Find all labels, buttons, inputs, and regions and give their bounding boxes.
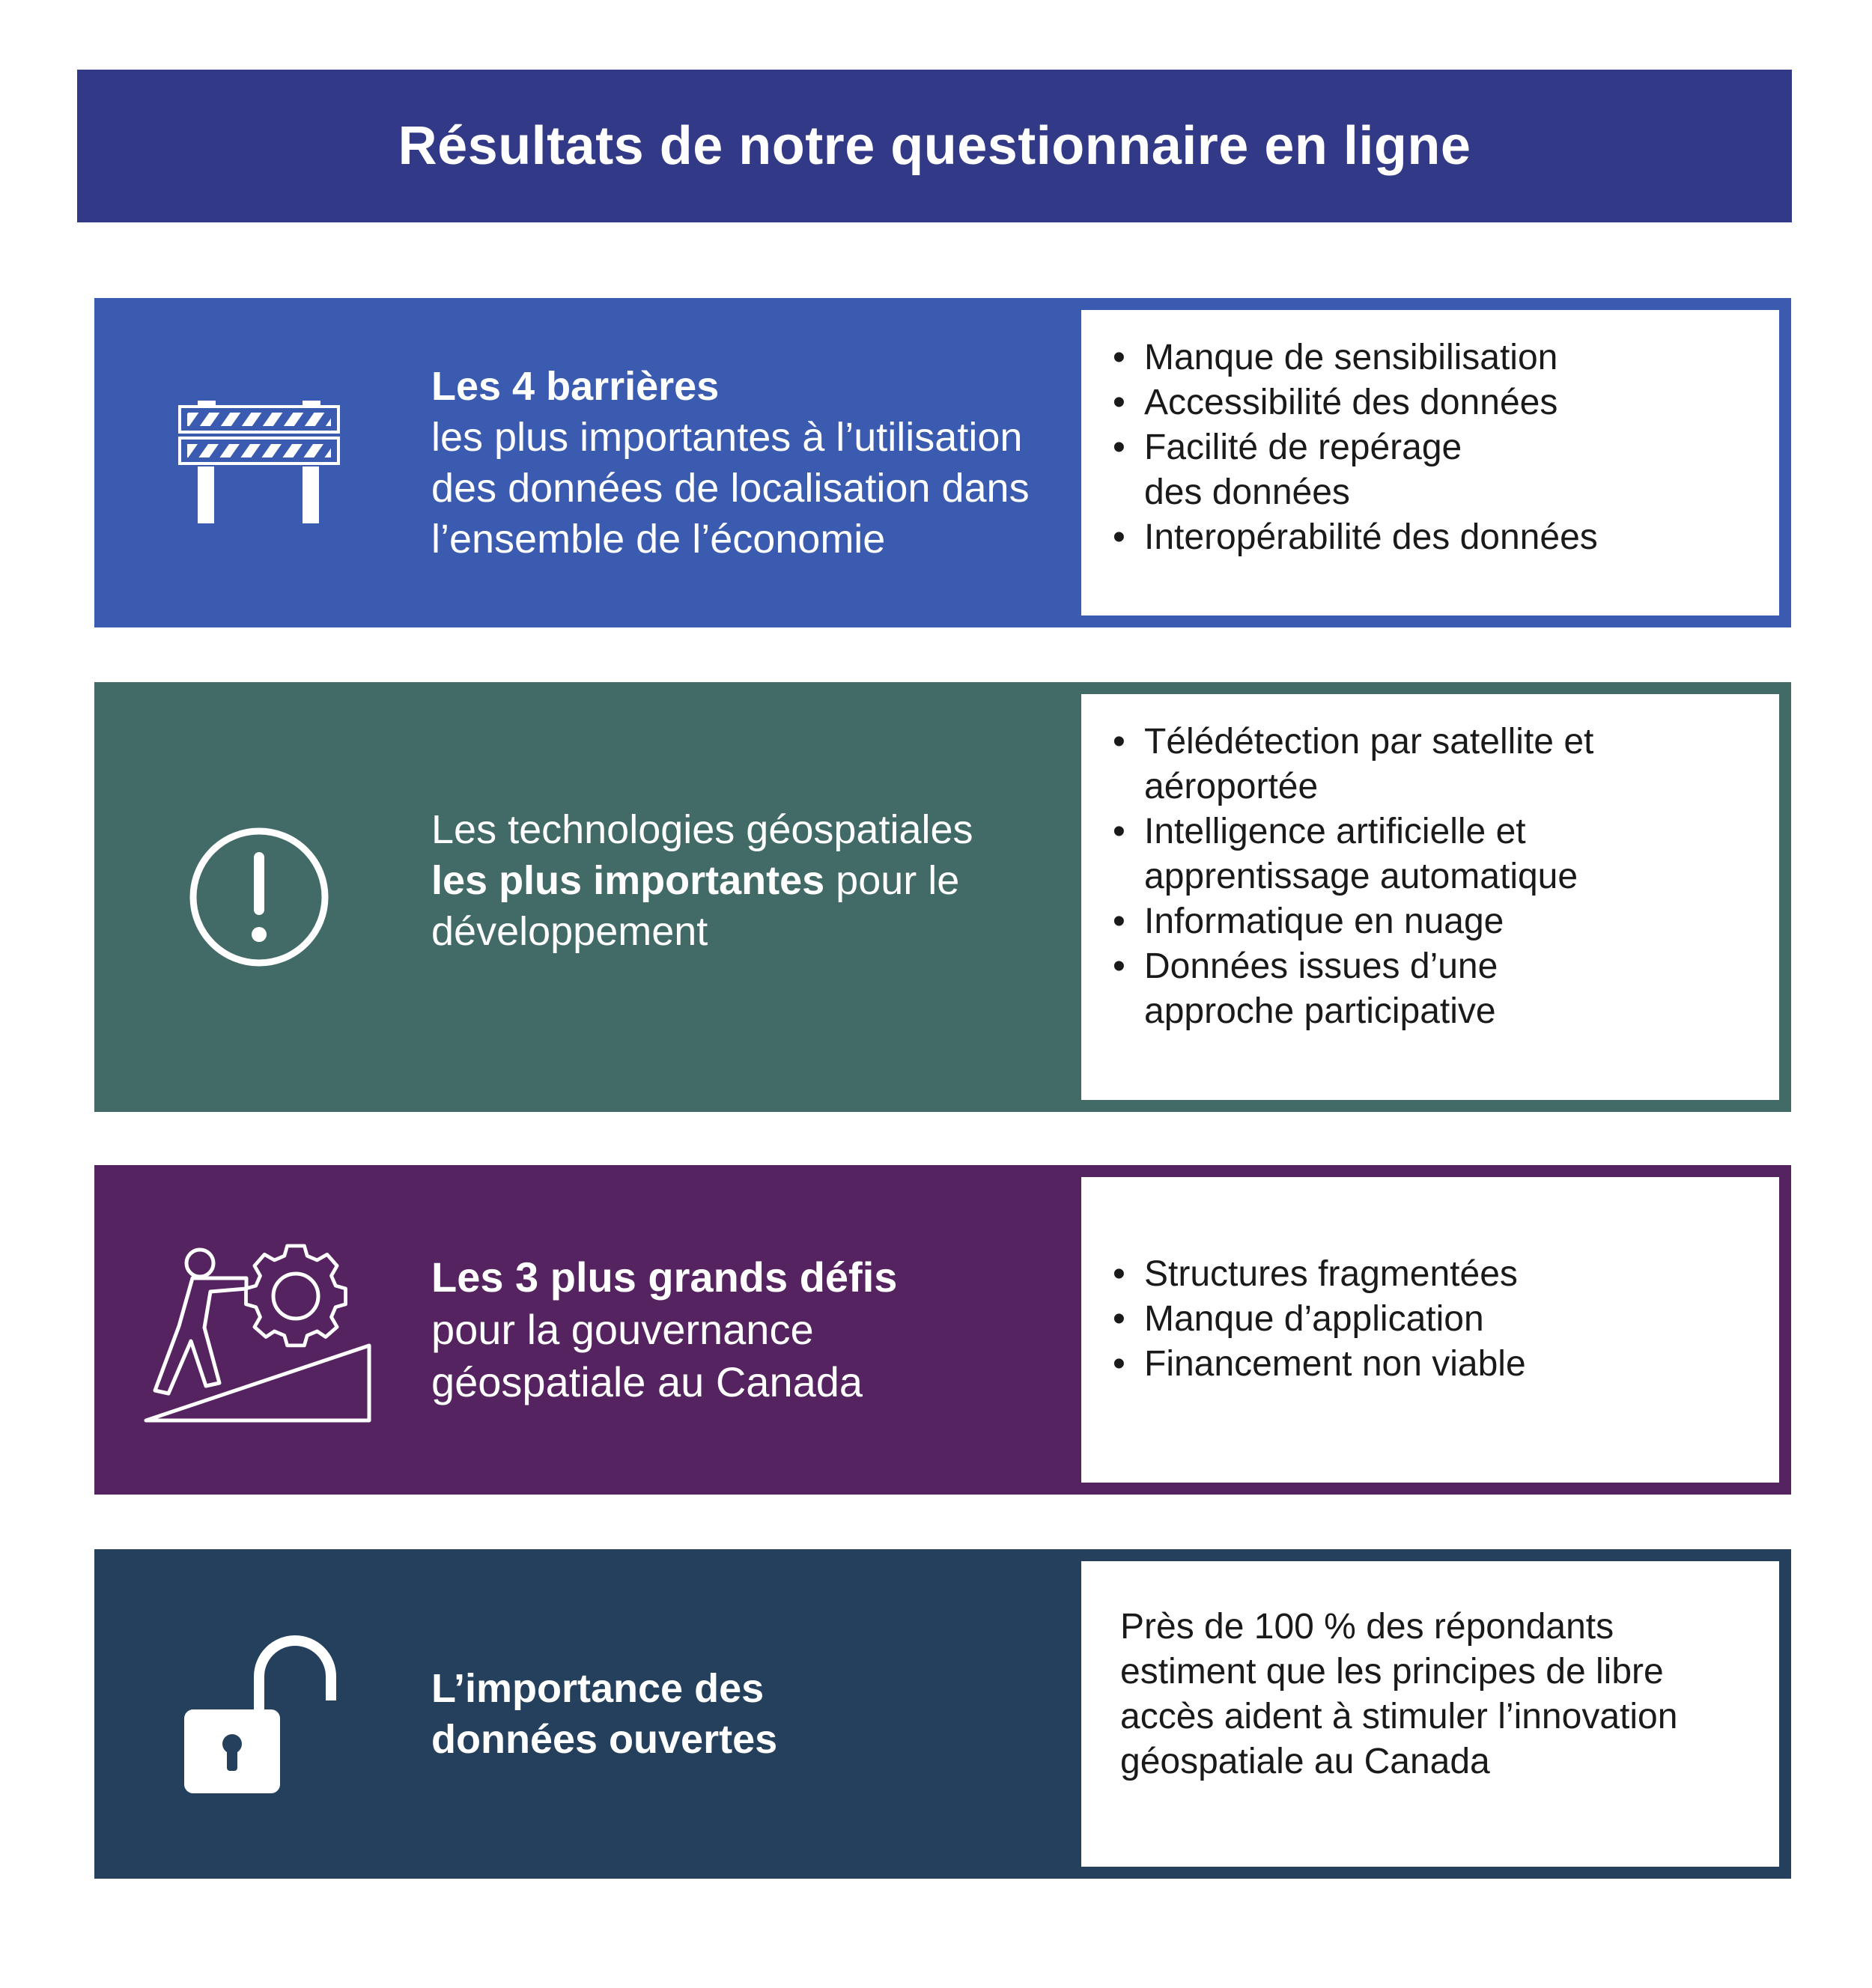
card-open-data — [94, 1549, 1791, 1879]
heading-text: pour le développement — [431, 858, 960, 954]
page-title: Résultats de notre questionnaire en ligne — [77, 70, 1792, 222]
list-item: • Intelligence artificielle et apprentissage automatique — [1111, 809, 1683, 899]
card-heading — [431, 1549, 1060, 1879]
heading-text: les plus importantes à l’utilisation des données de localisation dans l’ensemble de l’économie — [431, 415, 1030, 562]
person-pushing-gear-icon — [139, 1165, 379, 1495]
card-barriers — [94, 298, 1791, 627]
list-item: • Télédétection par satellite et aéroportée — [1111, 720, 1683, 809]
list-item: • Structures fragmentées — [1111, 1252, 1749, 1297]
card-heading — [431, 298, 1060, 627]
card-challenges — [94, 1165, 1791, 1495]
list-item: • Interopérabilité des données — [1111, 515, 1749, 560]
card-technologies — [94, 682, 1791, 1112]
heading-text: pour la gouvernance géospatiale au Canada — [431, 1306, 863, 1405]
heading-bold: Les 3 plus grands défis — [431, 1253, 898, 1301]
unlocked-padlock-icon — [139, 1549, 379, 1879]
card-heading — [431, 682, 1060, 1112]
list-item: • Données issues d’une approche participative — [1111, 944, 1563, 1034]
card-heading — [431, 1165, 1060, 1495]
result-panel — [1081, 310, 1779, 615]
heading-bold: les plus importantes — [431, 858, 825, 903]
result-panel — [1081, 694, 1779, 1100]
result-panel — [1081, 1177, 1779, 1483]
list-item: • Informatique en nuage — [1111, 899, 1749, 944]
list-item: • Manque d’application — [1111, 1297, 1749, 1342]
heading-bold: Les 4 barrières — [431, 364, 720, 409]
heading-bold: L’importance des données ouvertes — [431, 1666, 778, 1762]
list-item: • Accessibilité des données — [1111, 380, 1749, 425]
list-item: • Financement non viable — [1111, 1342, 1749, 1387]
list-item: • Facilité de repérage des données — [1111, 425, 1504, 515]
list-item: • Manque de sensibilisation — [1111, 335, 1749, 380]
result-panel — [1081, 1561, 1779, 1867]
exclamation-circle-icon — [139, 682, 379, 1112]
result-text: Près de 100 % des répondants estiment que les principes de libre accès aident à stimuler l’innovation géospatiale au Canada — [1120, 1607, 1678, 1781]
heading-text: Les technologies géospatiales — [431, 807, 973, 852]
barrier-icon — [139, 298, 379, 627]
